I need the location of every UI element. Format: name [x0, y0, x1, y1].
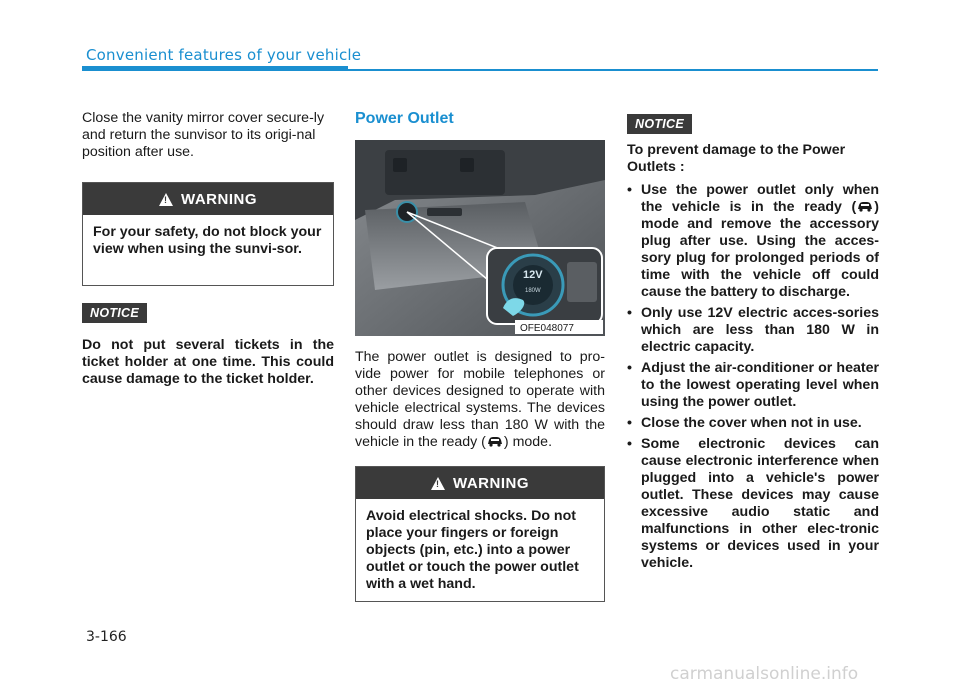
power-outlet-illustration	[355, 140, 605, 336]
column-right	[627, 114, 879, 576]
photo-code: OFE048077	[520, 323, 574, 334]
vehicle-ready-icon	[486, 435, 504, 447]
list-item: • Close the cover when not in use.	[627, 415, 879, 432]
column-middle	[355, 110, 605, 602]
vanity-mirror-text: Close the vanity mirror cover secure-ly and return the sunvisor to its origi-nal position after use.	[82, 110, 325, 160]
header-title: Convenient features of your vehicle	[86, 46, 362, 64]
warning-triangle-icon	[159, 193, 173, 206]
list-item: • Some electronic devices can cause electronic interference when plugged into a vehicle's power outlet. These devices may cause excessive audio static and malfunctions in other elec-tronic systems or devices used in your vehicle.	[627, 436, 879, 572]
power-outlet-photo	[355, 140, 605, 336]
warning-box-sunvisor	[82, 182, 334, 286]
warning-text: For your safety, do not block your view when using the sunvi-sor.	[93, 224, 322, 257]
warning-header	[356, 467, 604, 499]
section-title: Power Outlet	[355, 110, 454, 127]
warning-label: WARNING	[181, 190, 257, 208]
notice-wrap	[82, 303, 334, 323]
notice-badge: NOTICE	[627, 114, 692, 134]
notice-list	[627, 182, 879, 572]
bullet-text: Use the power outlet only when the vehicle is in the ready (	[641, 182, 879, 215]
power-outlet-description	[355, 349, 605, 451]
warning-text: Avoid electrical shocks. Do not place your fingers or foreign objects (pin, etc.) into a power outlet or touch the power outlet with a wet hand.	[366, 508, 579, 592]
header-rule-thin	[348, 69, 878, 71]
header-rule-thick	[82, 66, 348, 71]
bullet-text: ) mode and remove the accessory plug after use. Using the acces-sory plug for prolonged periods of time with the vehicle off could cause the battery to discharge.	[641, 199, 879, 300]
photo-label-12v: 12V	[523, 269, 543, 281]
description-text-1: The power outlet is designed to pro-vide power for mobile telephones or other devices designed to operate with vehicle electrical systems. The devices should draw less than 180 W with the vehicle in the ready (	[355, 349, 605, 450]
notice-intro: To prevent damage to the Power Outlets :	[627, 142, 846, 175]
list-item	[627, 182, 879, 301]
description-text-2: ) mode.	[503, 434, 553, 450]
vehicle-ready-icon	[856, 200, 874, 212]
warning-triangle-icon	[431, 477, 445, 490]
column-left	[82, 110, 334, 388]
notice-badge: NOTICE	[82, 303, 147, 323]
list-item: • Adjust the air-conditioner or heater to the lowest operating level when using the power outlet.	[627, 360, 879, 411]
list-item: • Only use 12V electric acces-sories which are less than 180 W in electric capacity.	[627, 305, 879, 356]
page-number: 3-166	[86, 629, 127, 645]
photo-label-180w: 180W	[525, 288, 541, 294]
warning-header	[83, 183, 333, 215]
warning-label: WARNING	[453, 474, 529, 492]
ticket-holder-notice-text: Do not put several tickets in the ticket holder at one time. This could cause damage to the ticket holder.	[82, 337, 334, 387]
warning-box-electric-shock	[355, 466, 605, 602]
watermark: carmanualsonline.info	[670, 664, 859, 684]
